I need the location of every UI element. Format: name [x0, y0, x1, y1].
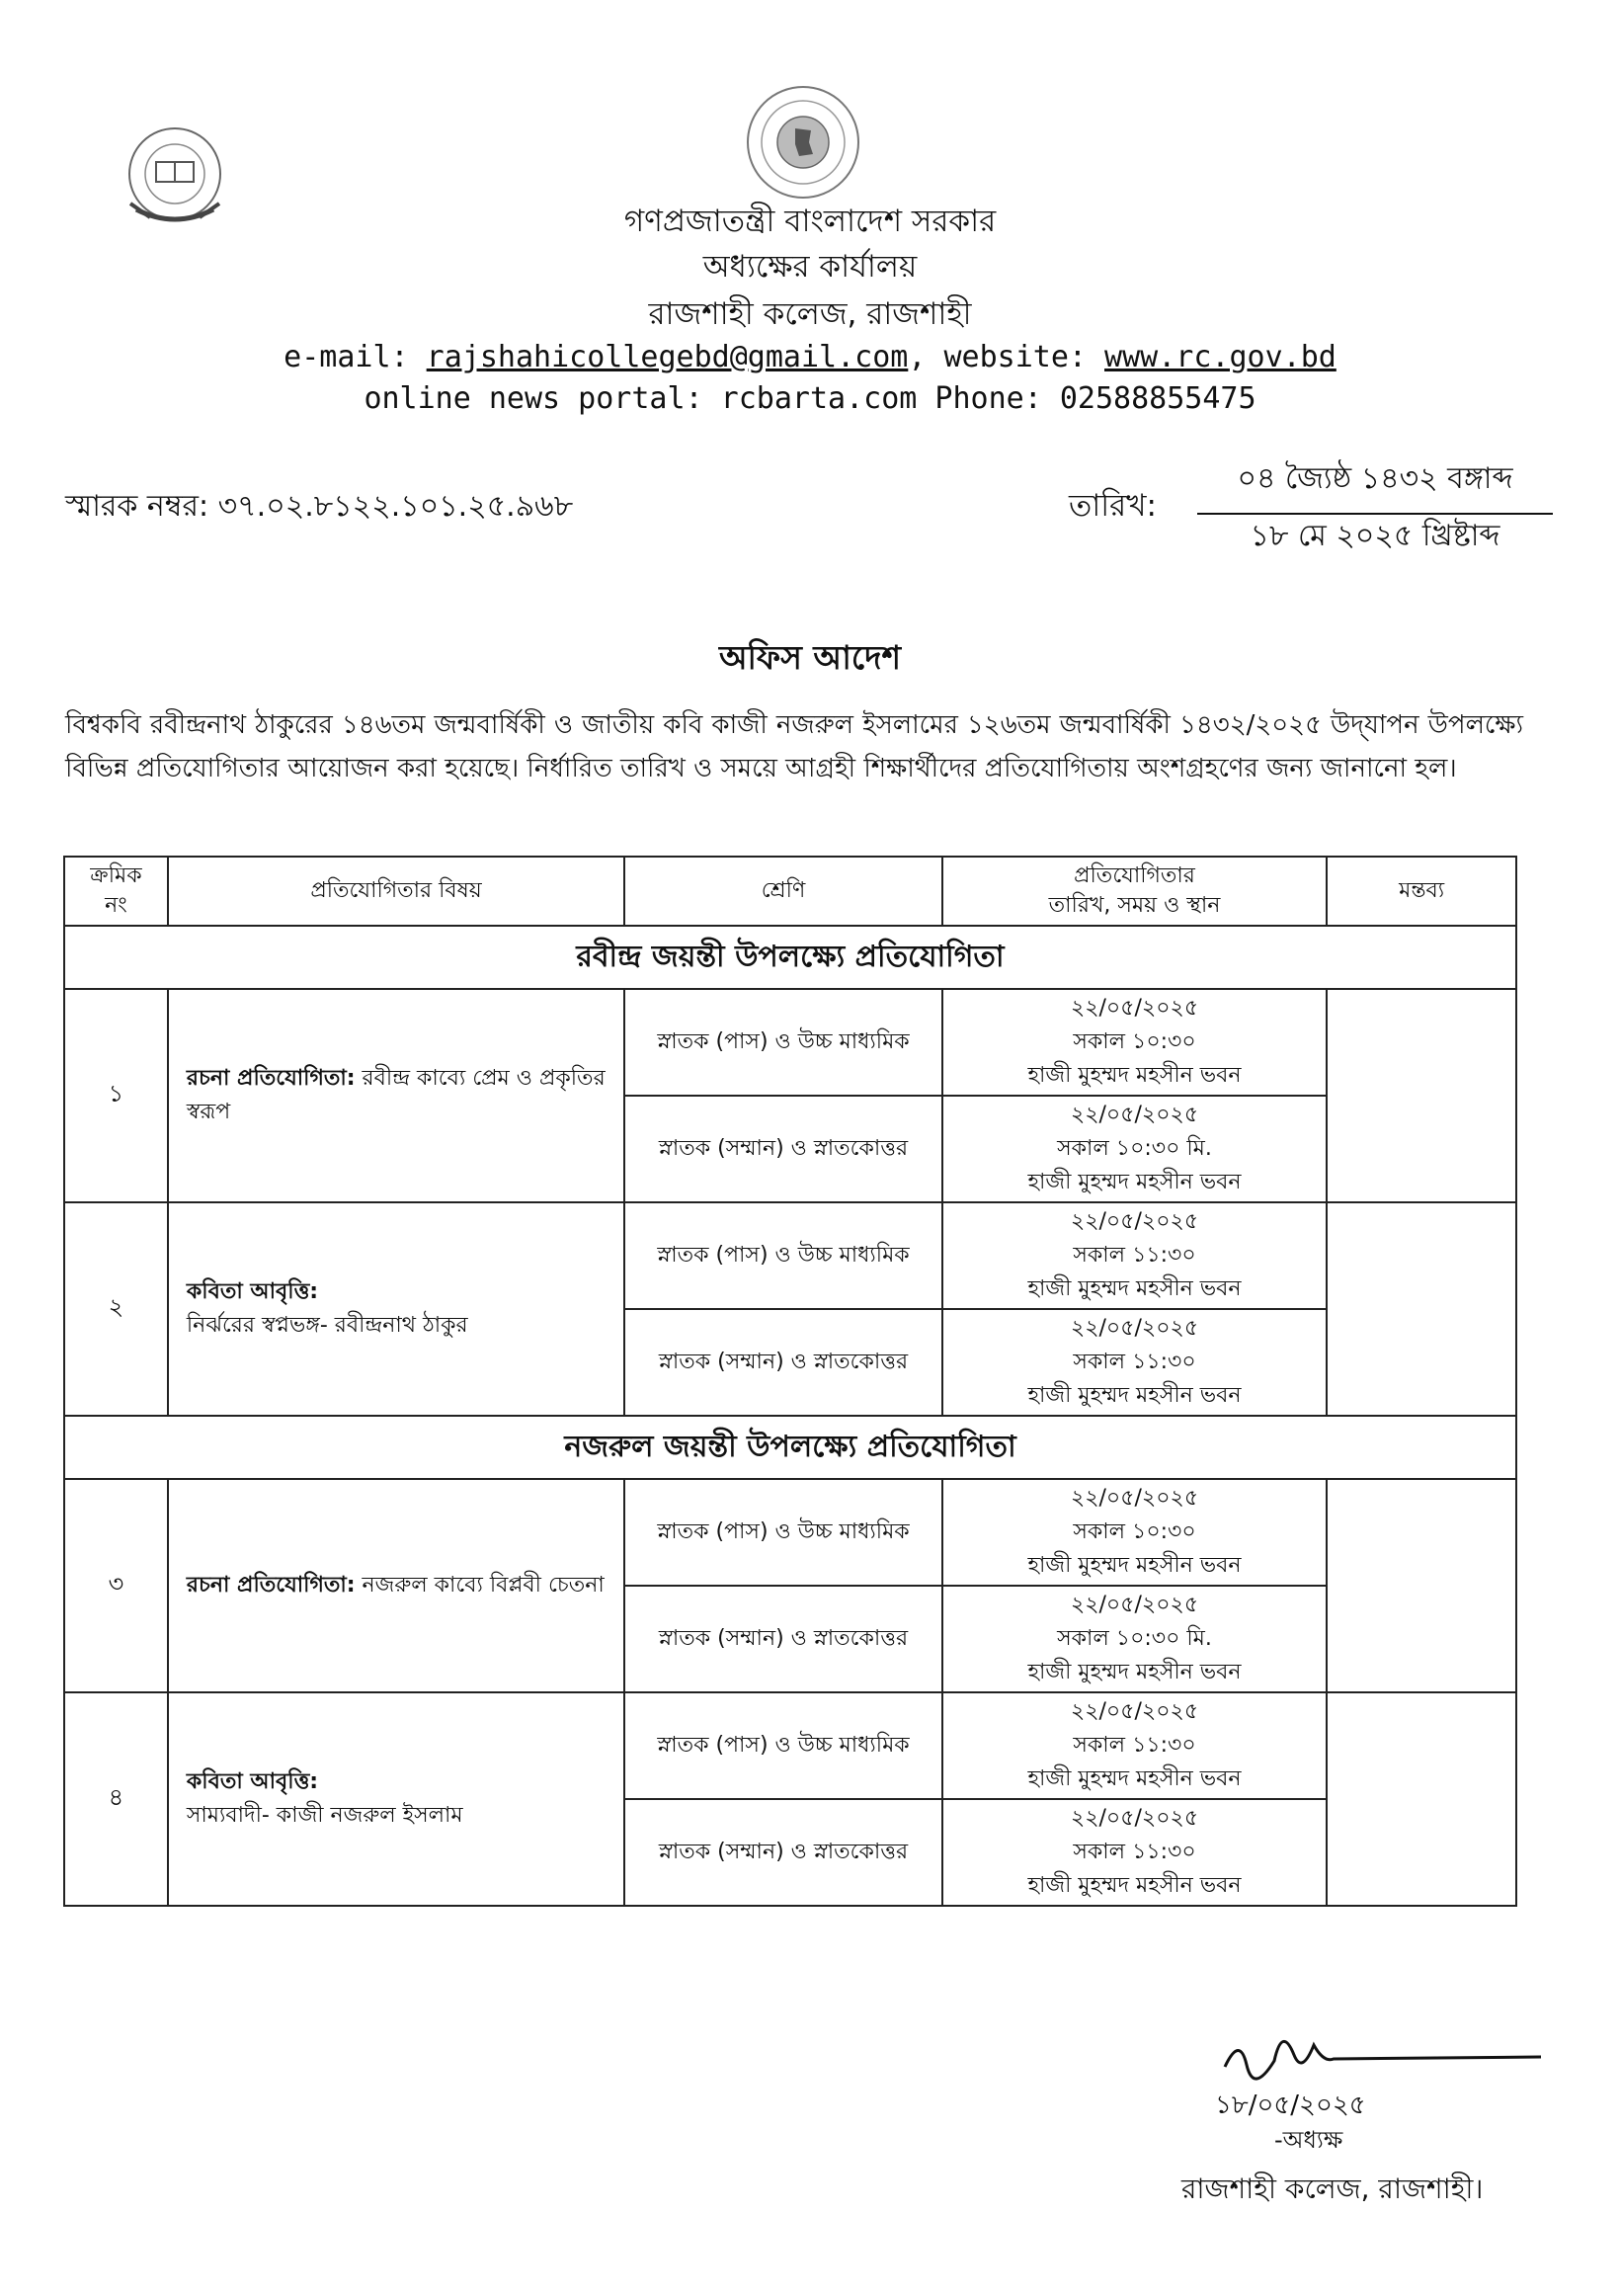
competition-table	[63, 856, 1517, 1907]
date-label: তারিখ:	[1069, 488, 1157, 524]
row-remarks	[1327, 1479, 1516, 1692]
memo-number	[65, 482, 573, 533]
row-remarks	[1327, 989, 1516, 1202]
government-name: গণপ্রজাতন্ত্রী বাংলাদেশ সরকার	[623, 204, 997, 239]
row-class: স্নাতক (সম্মান) ও স্নাতকোত্তর	[624, 1096, 942, 1202]
table-row	[64, 1479, 1516, 1586]
signature-org: রাজশাহী কলেজ, রাজশাহী।	[1181, 2173, 1484, 2205]
college-name: রাজশাহী কলেজ, রাজশাহী	[648, 296, 972, 332]
header-serial: ক্রমিক নং	[64, 857, 168, 926]
row-class: স্নাতক (সম্মান) ও স্নাতকোত্তর	[624, 1309, 942, 1416]
table-row	[64, 1202, 1516, 1309]
contact-line: e-mail: rajshahicollegebd@gmail.com, website: www.rc.gov.bd	[284, 340, 1336, 374]
email-link[interactable]: rajshahicollegebd@gmail.com	[426, 340, 909, 374]
row-schedule: ২২/০৫/২০২৫ সকাল ১১:৩০ হাজী মুহম্মদ মহসীন ভবন	[942, 1202, 1327, 1309]
header-class: শ্রেণি	[624, 857, 942, 926]
memo-label: স্মারক নম্বর:	[65, 489, 209, 524]
row-number: ২	[64, 1202, 168, 1416]
row-schedule: ২২/০৫/২০২৫ সকাল ১০:৩০ মি. হাজী মুহম্মদ মহসীন ভবন	[942, 1096, 1327, 1202]
row-remarks	[1327, 1202, 1516, 1416]
date-block	[1069, 454, 1547, 553]
order-title: অফিস আদেশ	[718, 638, 902, 677]
row-number: ১	[64, 989, 168, 1202]
phone-number: 02588855475	[1059, 381, 1256, 416]
section-row	[64, 926, 1516, 989]
row-class: স্নাতক (পাস) ও উচ্চ মাধ্যমিক	[624, 1692, 942, 1799]
header-topic: প্রতিযোগিতার বিষয়	[168, 857, 624, 926]
row-class: স্নাতক (সম্মান) ও স্নাতকোত্তর	[624, 1799, 942, 1906]
government-seal	[734, 81, 872, 209]
website-link[interactable]: www.rc.gov.bd	[1104, 340, 1336, 374]
email-label: e-mail:	[284, 340, 409, 374]
portal-label: online news portal:	[364, 381, 703, 416]
row-class: স্নাতক (পাস) ও উচ্চ মাধ্যমিক	[624, 1202, 942, 1309]
table-row	[64, 989, 1516, 1096]
section-title-rabindra: রবীন্দ্র জয়ন্তী উপলক্ষ্যে প্রতিযোগিতা	[64, 926, 1516, 989]
row-schedule: ২২/০৫/২০২৫ সকাল ১০:৩০ হাজী মুহম্মদ মহসীন ভবন	[942, 1479, 1327, 1586]
row-topic: কবিতা আবৃত্তি: নির্ঝরের স্বপ্নভঙ্গ- রবীন্দ্রনাথ ঠাকুর	[168, 1202, 624, 1416]
row-class: স্নাতক (পাস) ও উচ্চ মাধ্যমিক	[624, 989, 942, 1096]
signature-scribble	[1185, 2015, 1561, 2094]
row-schedule: ২২/০৫/২০২৫ সকাল ১০:৩০ হাজী মুহম্মদ মহসীন ভবন	[942, 989, 1327, 1096]
table-row	[64, 1692, 1516, 1799]
date-bangla: ০৪ জ্যৈষ্ঠ ১৪৩২ বঙ্গাব্দ	[1197, 454, 1553, 515]
portal-url[interactable]: rcbarta.com	[720, 381, 918, 416]
row-class: স্নাতক (পাস) ও উচ্চ মাধ্যমিক	[624, 1479, 942, 1586]
row-topic: কবিতা আবৃত্তি: সাম্যবাদী- কাজী নজরুল ইসলাম	[168, 1692, 624, 1906]
intro-paragraph: বিশ্বকবি রবীন্দ্রনাথ ঠাকুরের ১৪৬তম জন্মবার্ষিকী ও জাতীয় কবি কাজী নজরুল ইসলামের ১২৬তম জন্মবার্ষিকী ১৪৩২/২০২৫ উদ্‌যাপন উপলক্ষ্যে বিভিন্ন প্রতিযোগিতার আয়োজন করা হয়েছে। নির্ধারিত তারিখ ও সময়ে আগ্রহী শিক্ষার্থীদের প্রতিযোগিতায় অংশগ্রহণের জন্য জানানো হল।	[65, 710, 1523, 783]
portal-line	[0, 379, 1620, 419]
row-schedule: ২২/০৫/২০২৫ সকাল ১০:৩০ মি. হাজী মুহম্মদ মহসীন ভবন	[942, 1586, 1327, 1692]
signature-title: -অধ্যক্ষ	[1274, 2126, 1343, 2154]
header-remarks: মন্তব্য	[1327, 857, 1516, 926]
date-english: ১৮ মে ২০২৫ খ্রিষ্টাব্দ	[1250, 519, 1500, 553]
row-topic: রচনা প্রতিযোগিতা: নজরুল কাব্যে বিপ্লবী চেতনা	[168, 1479, 624, 1692]
row-number: ৩	[64, 1479, 168, 1692]
memo-value: ৩৭.০২.৮১২২.১০১.২৫.৯৬৮	[217, 489, 574, 524]
row-schedule: ২২/০৫/২০২৫ সকাল ১১:৩০ হাজী মুহম্মদ মহসীন ভবন	[942, 1799, 1327, 1906]
row-class: স্নাতক (সম্মান) ও স্নাতকোত্তর	[624, 1586, 942, 1692]
phone-label: Phone:	[934, 381, 1042, 416]
row-schedule: ২২/০৫/২০২৫ সকাল ১১:৩০ হাজী মুহম্মদ মহসীন ভবন	[942, 1692, 1327, 1799]
office-name: অধ্যক্ষের কার্যালয়	[702, 249, 918, 285]
section-title-nazrul: নজরুল জয়ন্তী উপলক্ষ্যে প্রতিযোগিতা	[64, 1416, 1516, 1479]
row-schedule: ২২/০৫/২০২৫ সকাল ১১:৩০ হাজী মুহম্মদ মহসীন ভবন	[942, 1309, 1327, 1416]
row-number: ৪	[64, 1692, 168, 1906]
section-row	[64, 1416, 1516, 1479]
table-header-row	[64, 857, 1516, 926]
website-label: website:	[943, 340, 1087, 374]
row-remarks	[1327, 1692, 1516, 1906]
signature-date: ১৮/০৫/২০২৫	[1215, 2091, 1366, 2120]
row-topic: রচনা প্রতিযোগিতা: রবীন্দ্র কাব্যে প্রেম ও প্রকৃতির স্বরূপ	[168, 989, 624, 1202]
header-when: প্রতিযোগিতার তারিখ, সময় ও স্থান	[942, 857, 1327, 926]
